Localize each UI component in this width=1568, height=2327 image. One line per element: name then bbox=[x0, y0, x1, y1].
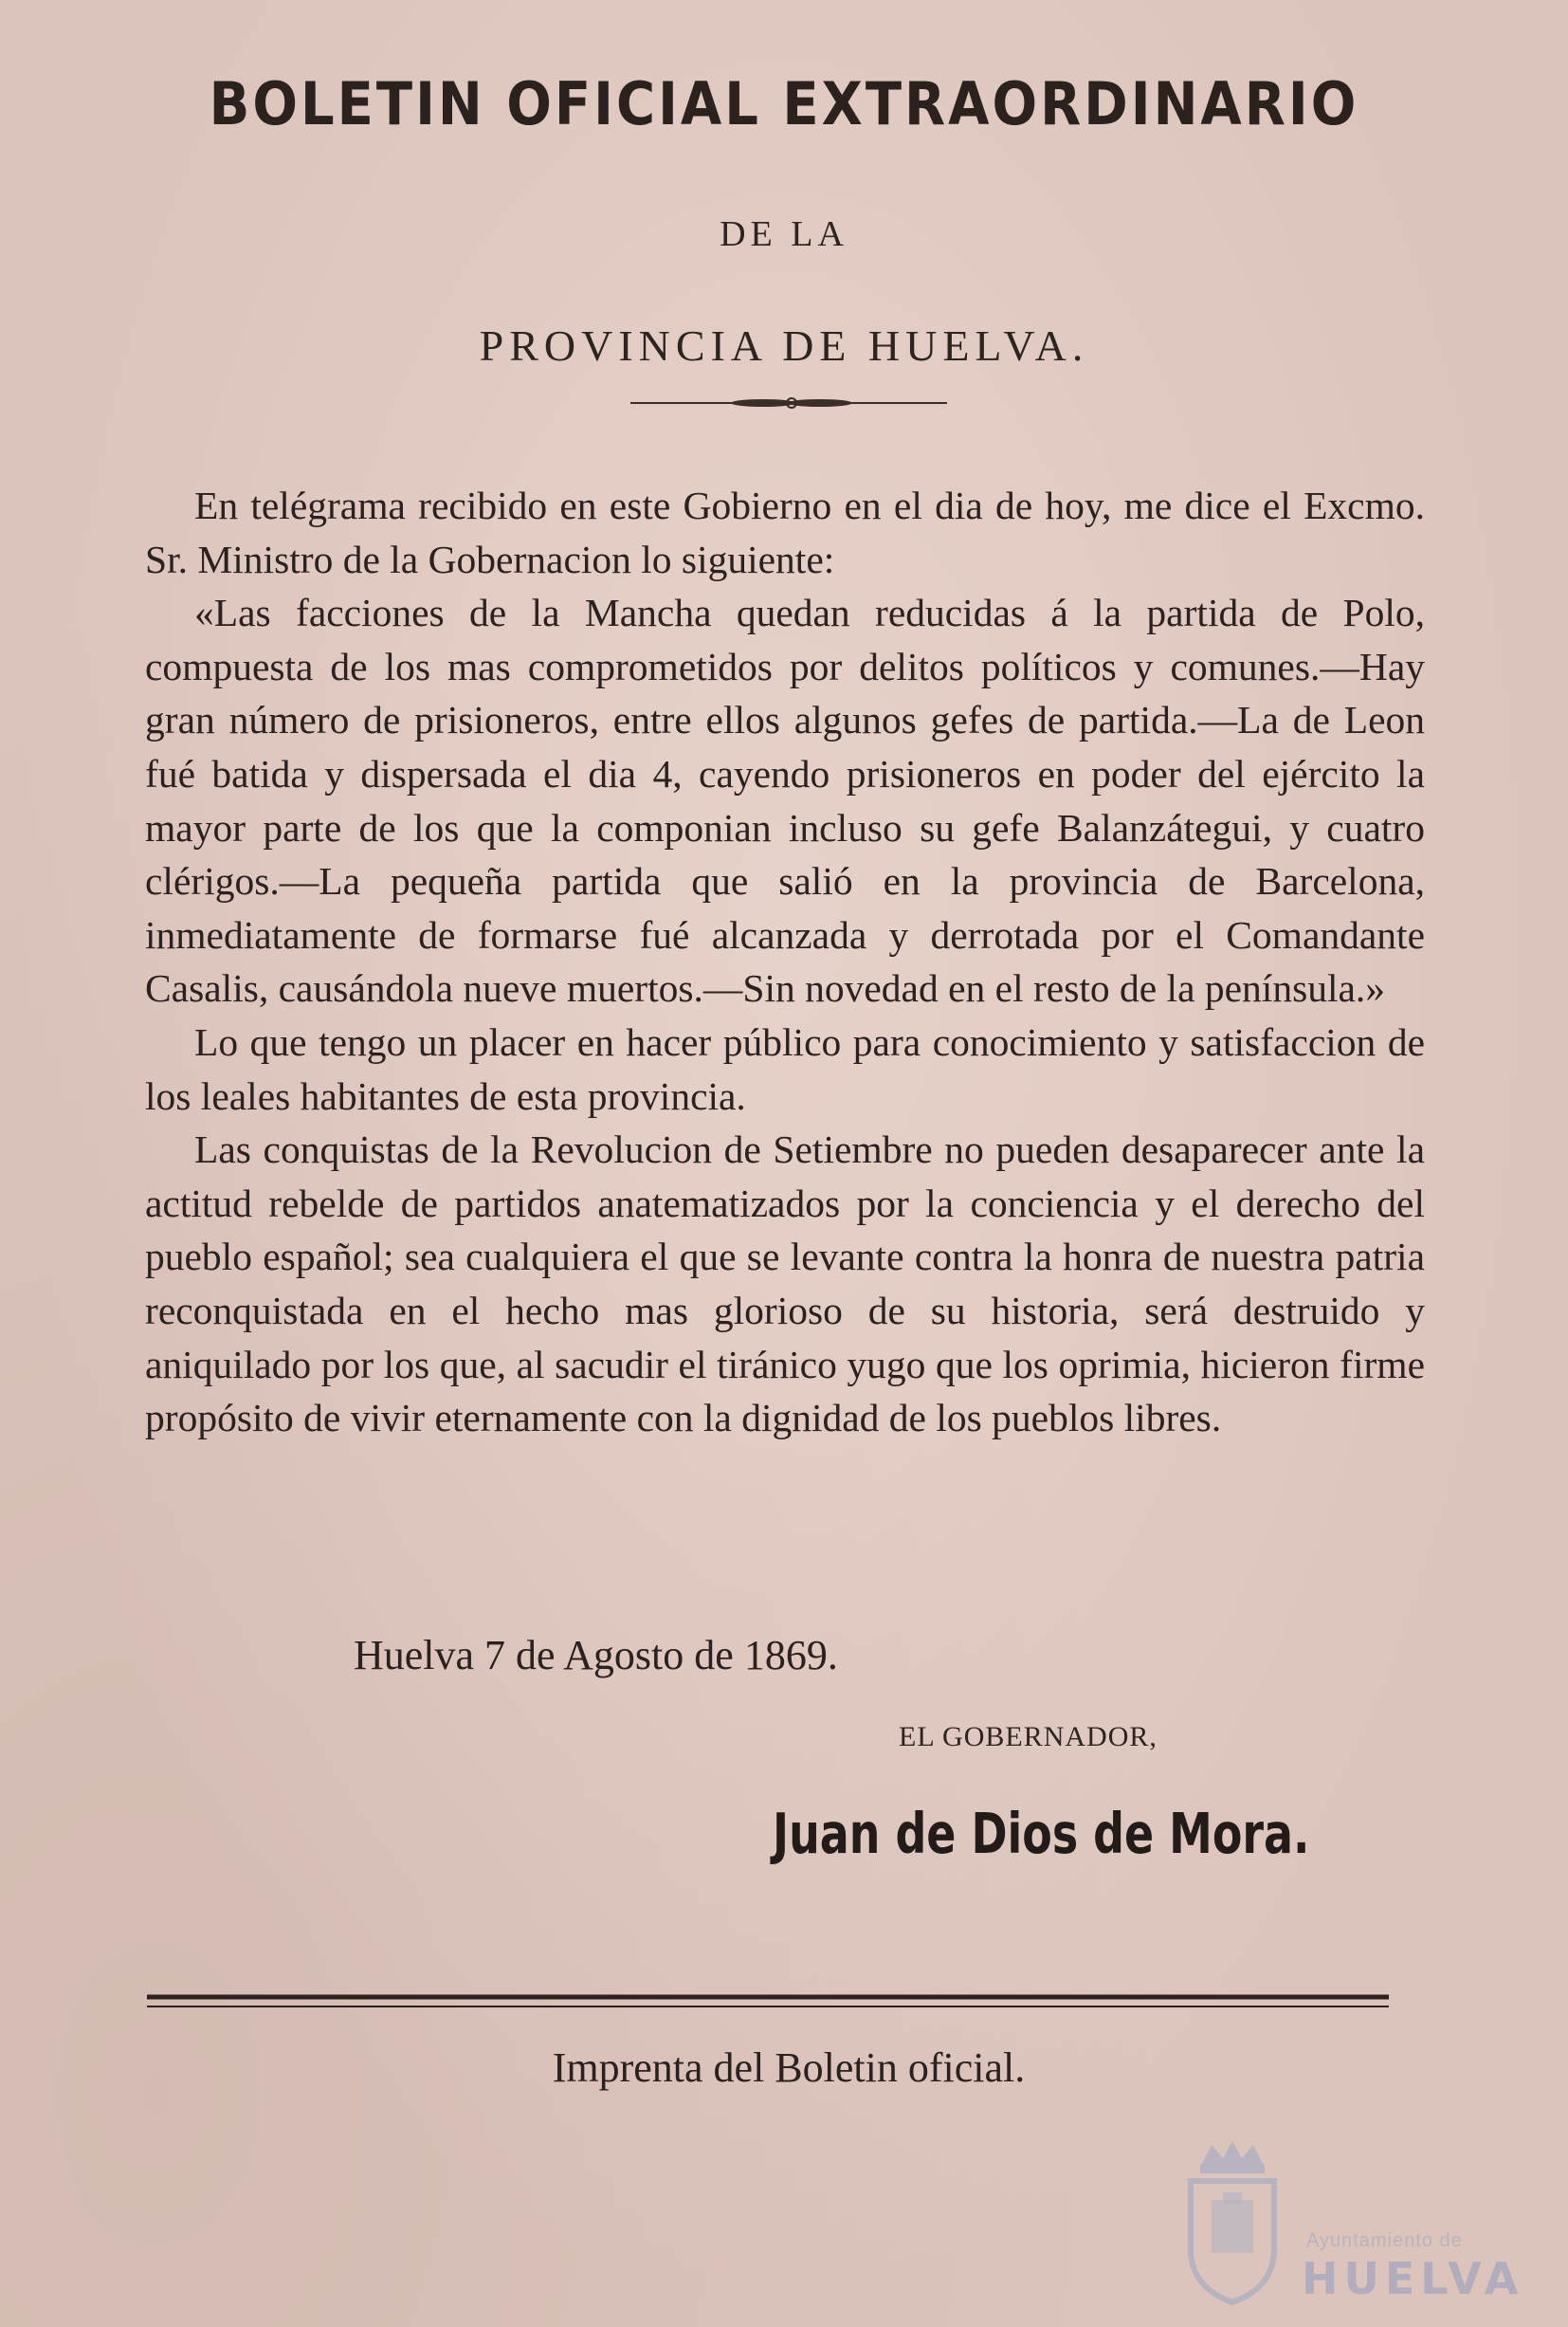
coat-of-arms-icon bbox=[1174, 2135, 1291, 2306]
governor-label: EL GOBERNADOR, bbox=[899, 1721, 1158, 1752]
telegram-body bbox=[145, 479, 1425, 1445]
document-subtitle: DE LA bbox=[720, 214, 848, 254]
revolution-paragraph: Las conquistas de la Revolucion de Setiembre no pueden desaparecer ante la actitud rebelde de partidos anatematizados por la conciencia y el derecho del pueblo español; sea cualquiera el que se levante contra la honra de nuestra patria reconquistada en el hecho mas glorioso de su historia, será destruido y aniquilado por los que, al sacudir el tiránico yugo que los oprimia, hicieron firme propósito de vivir eternamente con la dignidad de los pueblos libres. bbox=[145, 1127, 1425, 1440]
announcement-paragraph: Lo que tengo un placer en hacer público para conocimiento y satisfaccion de los leales habitantes de esta provincia. bbox=[145, 1019, 1425, 1118]
watermark-org-line: Ayuntamiento de bbox=[1306, 2230, 1463, 2251]
date-line: Huelva 7 de Agosto de 1869. bbox=[354, 1632, 838, 1678]
watermark-city: HUELVA bbox=[1302, 2253, 1524, 2304]
footer-rule bbox=[147, 1991, 1389, 2014]
intro-paragraph: En telégrama recibido en este Gobierno en el dia de hoy, me dice el Excmo. Sr. Ministro de la Gobernacion lo siguiente: bbox=[145, 484, 1425, 581]
telegram-quote-paragraph: «Las facciones de la Mancha quedan reducidas á la partida de Polo, compuesta de los mas comprometidos por delitos políticos y comunes.—Hay gran número de prisioneros, entre ellos algunos gefes de partida.—La de Leon fué batida y dispersada el dia 4, cayendo prisioneros en poder del ejército la mayor parte de los que la componian incluso su gefe Balanzátegui, y cuatro clérigos.—La pequeña partida que salió en la provincia de Barcelona, inmediatamente de formarse fué alcanzada y derrotada por el Comandante Casalis, causándola nueve muertos.—Sin novedad en el resto de la península.» bbox=[145, 591, 1425, 1011]
ornament-divider bbox=[630, 396, 947, 410]
governor-signature: Juan de Dios de Mora. bbox=[773, 1802, 1310, 1867]
document-title: BOLETIN OFICIAL EXTRAORDINARIO bbox=[209, 70, 1359, 139]
printer-imprint: Imprenta del Boletin oficial. bbox=[552, 2044, 1026, 2091]
province-heading: PROVINCIA DE HUELVA. bbox=[479, 321, 1089, 370]
archive-watermark bbox=[1174, 2135, 1524, 2306]
